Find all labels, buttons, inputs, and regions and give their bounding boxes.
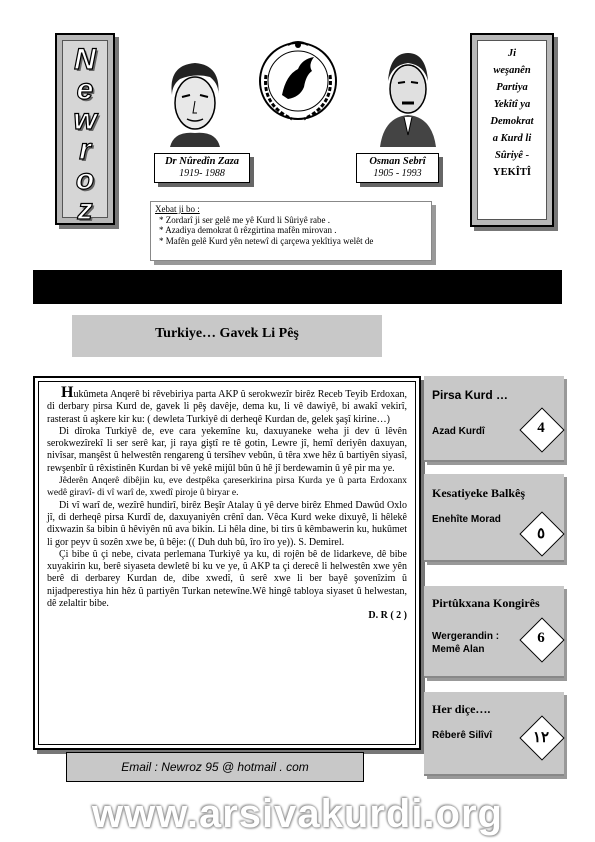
person1-years: 1919- 1988	[179, 168, 225, 179]
publisher-line: Yekîtî ya	[493, 99, 531, 110]
xebat-title: Xebat ji bo :	[155, 204, 200, 214]
publisher-line: YEKÎTÎ	[493, 167, 531, 178]
xebat-item: * Azadiya demokrat û rêzgirtina mafên mirovan .	[159, 225, 427, 236]
party-emblem	[252, 35, 344, 127]
caption-person2	[356, 153, 439, 183]
toc-title: Kesatiyeke Balkêş	[432, 486, 525, 500]
logo-letter-z: z	[77, 193, 93, 226]
logo-letter-w: w	[73, 103, 97, 136]
toc-author: Azad Kurdî	[432, 426, 485, 437]
watermark: www.arsivakurdi.org	[92, 792, 503, 836]
toc-page-number: 6	[537, 630, 545, 646]
logo-letter-e: e	[76, 73, 94, 106]
xebat-item: * Mafên gelê Kurd yên netewî di çarçewa yekîtiya welêt de	[159, 236, 427, 247]
portrait-nuredin-zaza	[160, 55, 230, 147]
xebat-item: * Zordarî ji ser gelê me yê Kurd li Sûriyê rabe .	[159, 215, 427, 226]
toc-title: Pirtûkxana Kongirês	[432, 596, 540, 610]
black-divider-bar	[33, 270, 562, 304]
publisher-line: Partiya	[496, 82, 528, 93]
article-paragraph: Çi bibe û çi nebe, civata perlemana Turkiyê ya ku, di rojên bê de lidarkeve, dê bibe xuyakirin ku, berê siyaseta dewletê bi ku ve ye, û AKP ta çi derecê li helwestên xwe yên berê di derbarey Kurdan de, dibe xwedî, û serê xwe li ber bayê şovenîzim û nijadperestiya hin hêz û partiyên Turkan netewîne.Wê hingê tabloya siyaset û helwestan, dê zelaltir bibe.	[47, 548, 407, 610]
publisher-line: a Kurd li	[492, 133, 532, 144]
email-footer: Email : Newroz 95 @ hotmail . com	[66, 752, 364, 782]
logo-letter-r: r	[79, 133, 91, 166]
toc-page-number: ٥	[536, 526, 546, 542]
toc-author: Wergerandin : Memê Alan	[432, 631, 500, 655]
toc-author: Rêberê Silîvî	[432, 730, 493, 741]
dropcap: H	[61, 384, 74, 401]
toc-page-number: ١٢	[532, 730, 550, 746]
article-paragraph: Hukûmeta Anqerê bi rêvebiriya parta AKP û serokwezîr birêz Receb Teyib Erdoxan, di derbary pirsa Kurd de, gavek li pêş davêje, dema ku, li vê dawiyê, bi awakî vekirî, rasterast û aşkere kir ku: ( dewleta Turkiyê di derheqê Kurdan de, gelek şaşî kirine…)	[47, 384, 407, 425]
toc-item[interactable]	[424, 376, 564, 462]
toc-title: Her diçe….	[432, 702, 491, 716]
newroz-logo	[55, 33, 115, 225]
article-headline: Turkiye… Gavek Li Pêş	[72, 315, 382, 357]
caption-person1	[154, 153, 250, 183]
publisher-line: weşanên	[493, 65, 531, 76]
toc-title: Pirsa Kurd …	[432, 388, 509, 402]
publisher-line: Sûriyê -	[494, 150, 530, 161]
toc-item[interactable]	[424, 692, 564, 776]
article-paragraph: Di vî warî de, wezîrê hundirî, birêz Beşîr Atalay û yê derve birêz Ehmed Dawûd Oxlo jî, di derheqê pirsa Kurdî de, daxuyaniyên crênî dan. Vêca Kurd weke dixuyê, li hêlekê dixwazin ša bibin û hêviyên nû ava bikin. Li hêla dine, bi tirs û kêmbawerin ku, hukûmet li gor peyv û sozên xwe be, û bêje: (( Duh duh bû, îro îro ye)). S. Demirel.	[47, 499, 407, 548]
publisher-line: Demokrat	[490, 116, 534, 127]
article-paragraph: Di dîroka Turkiyê de, eve cara yekemîne ku, daxuyaneke weha ji dev û lêvên serokwezîrekî li ser serê kar, ji raya giştî re tê gotin, Lewre jî, hemî deriyên daxuyan, nivîsar, manşêst û helwestên rengareng û tersîhev vebûn, û têra xwe hêz û bartiyên siyasî, rewşenbîr û rêxistinên Kurdan bi vê yekê mijûl bûn û hê jî berdewamin û yê pir ma ye.	[47, 425, 407, 474]
toc-item[interactable]	[424, 474, 564, 562]
publisher-line: Ji	[507, 48, 517, 59]
toc-page-number: 4	[537, 420, 545, 436]
person2-years: 1905 - 1993	[373, 168, 422, 179]
logo-letter-o: o	[75, 163, 95, 196]
person1-name: Dr Nûredîn Zaza	[164, 156, 240, 167]
publisher-box	[470, 33, 554, 227]
main-article	[33, 376, 421, 750]
xebat-box	[150, 201, 432, 261]
article-paragraph: Jêderên Anqerê dibêjin ku, eve destpêka çareserkirina pirsa Kurda ye û parta Erdoxanx wedê giravî- di vî warî de, xwedî piroje û biryar e.	[47, 476, 407, 499]
portrait-osman-sebri	[378, 45, 438, 147]
logo-letter-n: N	[74, 43, 96, 76]
article-signature: D. R ( 2 )	[368, 610, 407, 622]
person2-name: Osman Sebrî	[369, 156, 426, 167]
toc-item[interactable]	[424, 586, 564, 678]
toc-author: Enehîte Morad	[432, 514, 501, 525]
xebat-list	[155, 215, 427, 247]
